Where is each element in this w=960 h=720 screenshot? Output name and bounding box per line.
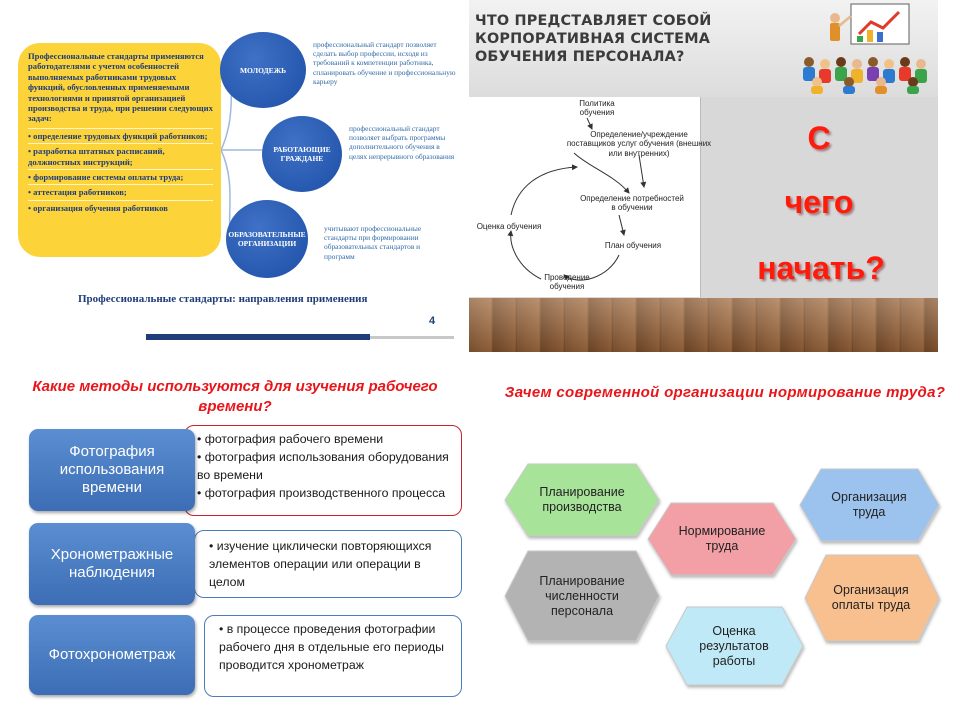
cycle-needs: Определение потребностей в обучении bbox=[580, 194, 684, 213]
circle-educational-orgs: ОБРАЗОВАТЕЛЬНЫЕ ОРГАНИЗАЦИИ bbox=[226, 200, 308, 278]
professional-standards-slide bbox=[0, 0, 462, 345]
slogan-line-1: С bbox=[807, 120, 831, 156]
circle-youth: МОЛОДЕЖЬ bbox=[220, 32, 306, 108]
page-number: 4 bbox=[429, 315, 436, 327]
labor-rationing-slide bbox=[490, 365, 960, 720]
presentation-icon bbox=[799, 2, 936, 94]
method-1-item: • фотография производственного процесса bbox=[197, 484, 453, 502]
cycle-policy: Политика обучения bbox=[579, 99, 615, 118]
employer-tasks-list bbox=[28, 128, 213, 215]
method-3-details bbox=[204, 615, 462, 697]
employer-task-item: • аттестация работников; bbox=[28, 184, 213, 199]
cycle-conduct: Проведение обучения bbox=[544, 273, 590, 292]
slogan-line-3: начать? bbox=[757, 250, 885, 286]
employer-task-item: • организация обучения работников bbox=[28, 200, 213, 215]
floor-shade bbox=[469, 298, 938, 352]
circle-educational-orgs-desc: учитывают профессиональные стандарты при формировании образовательных стандартов и программ bbox=[324, 224, 422, 261]
cycle-providers: Определение/учреждение поставщиков услуг обучения (внешних или внутренних) bbox=[566, 130, 712, 158]
hex-staff-planning-label: Планирование численности персонала bbox=[539, 573, 625, 618]
methods-question: Какие методы используются для изучения рабочего времени? bbox=[32, 378, 438, 415]
hex-production-planning-label: Планирование производства bbox=[539, 485, 625, 514]
hex-labor-rationing-label: Нормирование труда bbox=[678, 524, 766, 553]
method-2-item: • изучение циклически повторяющихся элементов операции или операции в целом bbox=[209, 537, 451, 591]
slogan-line-2: чего bbox=[784, 184, 854, 220]
employer-tasks-box bbox=[18, 43, 221, 257]
rationing-question: Зачем современной организации нормирование труда? bbox=[504, 384, 946, 401]
cycle-plan: План обучения bbox=[604, 241, 662, 250]
slide-title: ЧТО ПРЕДСТАВЛЯЕТ СОБОЙ КОРПОРАТИВНАЯ СИСТЕМА ОБУЧЕНИЯ ПЕРСОНАЛА? bbox=[475, 13, 712, 65]
method-1-item: • фотография использования оборудования во времени bbox=[197, 448, 453, 484]
circle-youth-desc: профессиональный стандарт позволяет сделать выбор профессии, исходя из требований к компетенции работника, спланировать обучение и профессиональную карьеру bbox=[313, 40, 456, 86]
cycle-evaluate: Оценка обучения bbox=[476, 222, 542, 231]
method-2-details bbox=[194, 530, 462, 598]
slide-caption: Профессиональные стандарты: направления применения bbox=[78, 293, 368, 305]
hex-pay-organization-label: Организация оплаты труда bbox=[831, 583, 911, 612]
method-1-item: • фотография рабочего времени bbox=[197, 430, 453, 448]
footer-rule-thin bbox=[370, 336, 454, 339]
work-time-methods-slide bbox=[0, 365, 470, 720]
method-3-box: Фотохронометраж bbox=[29, 615, 195, 695]
method-1-box: Фотография использования времени bbox=[29, 429, 195, 511]
circle-working-citizens-desc: профессиональный стандарт позволяет выбрать программы дополнительного обучения в целях непрерывного образования bbox=[349, 124, 455, 161]
footer-rule bbox=[146, 334, 370, 340]
employer-task-item: • определение трудовых функций работников; bbox=[28, 128, 213, 143]
method-2-box: Хронометражные наблюдения bbox=[29, 523, 195, 605]
hex-performance-evaluation-label: Оценка результатов работы bbox=[699, 623, 769, 668]
employer-tasks-intro: Профессиональные стандарты применяются работодателями с учетом особенностей выполняемых работниками трудовых функций, обусловленных применяемыми технологиями и принятой организацией производства и труда, при решении следующих задач: bbox=[28, 51, 213, 124]
hex-labor-organization-label: Организация труда bbox=[831, 490, 907, 519]
circle-working-citizens: РАБОТАЮЩИЕ ГРАЖДАНЕ bbox=[262, 116, 342, 192]
employer-task-item: • формирование системы оплаты труда; bbox=[28, 169, 213, 184]
method-1-details bbox=[184, 425, 462, 516]
employer-task-item: • разработка штатных расписаний, должностных инструкций; bbox=[28, 143, 213, 169]
method-3-item: • в процессе проведения фотографии рабочего дня в отдельные его периоды проводится хронометраж bbox=[219, 620, 451, 674]
corporate-training-slide bbox=[469, 0, 938, 352]
